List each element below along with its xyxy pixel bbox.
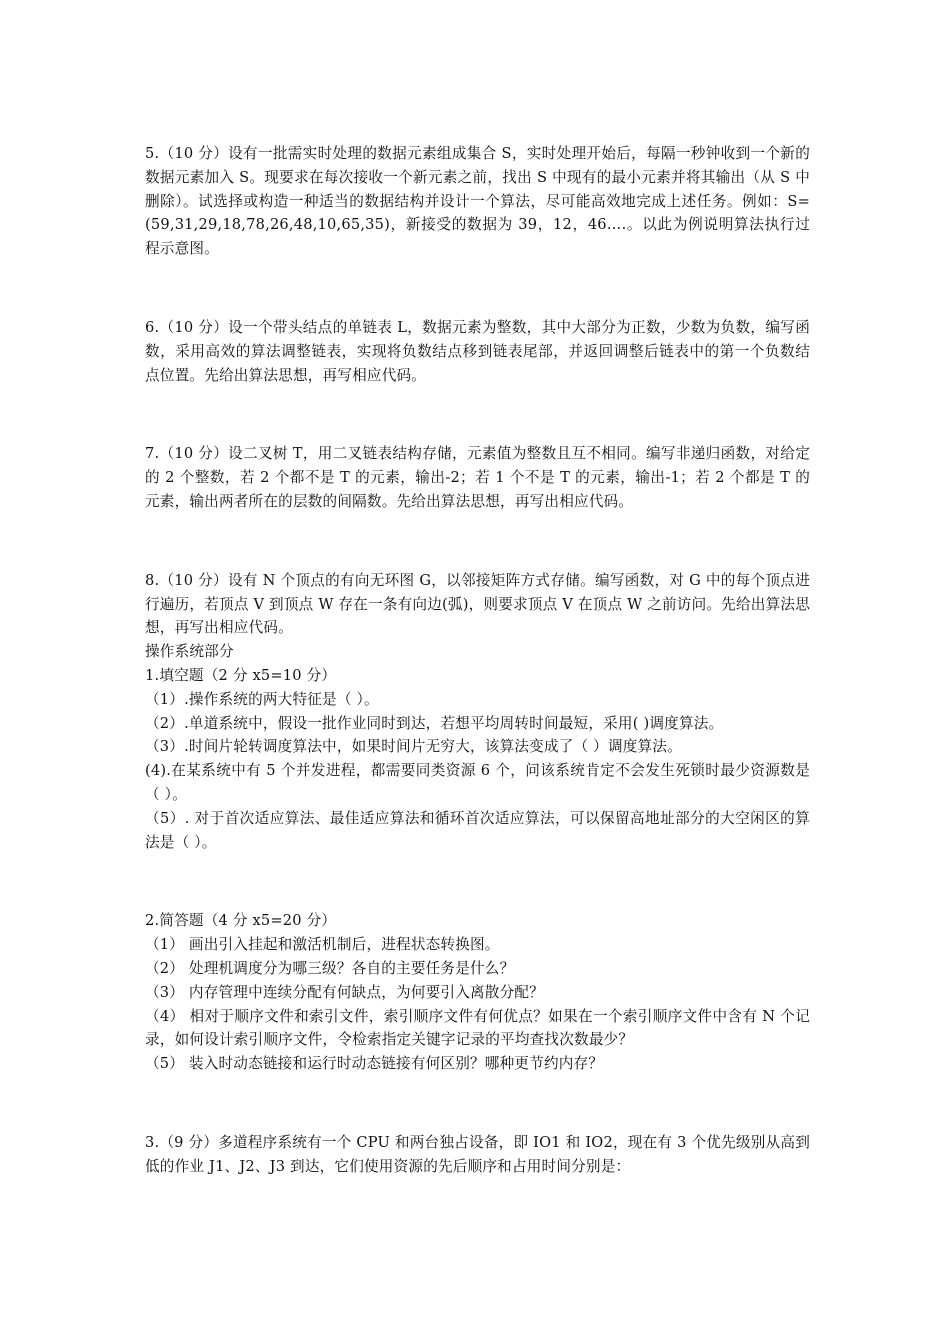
- os-section-title: 操作系统部分: [145, 643, 234, 661]
- os-question-3: 3.（9 分）多道程序系统有一个 CPU 和两台独占设备，即 IO1 和 IO2，现在有 3 个优先级别从高到低的作业 J1、J2、J3 到达，它们使用资源的先后顺序和占用时间分别是：: [145, 1133, 810, 1175]
- short-answer-item-2: （2） 处理机调度分为哪三级？各自的主要任务是什么？: [145, 959, 515, 977]
- question-8: 8.（10 分）设有 N 个顶点的有向无环图 G，以邻接矩阵方式存储。编写函数，对 G 中的每个顶点进行遍历，若顶点 V 到顶点 W 存在一条有向边(弧)，则要求顶点 V 在顶点 W 之前访问。先给出算法思想，再写出相应代码。: [145, 571, 810, 637]
- fill-blank-item-5: （5）. 对于首次适应算法、最佳适应算法和循环首次适应算法，可以保留高地址部分的大空闲区的算法是（ ）。: [145, 809, 810, 851]
- short-answer-item-5: （5） 装入时动态链接和运行时动态链接有何区别？哪种更节约内存？: [145, 1055, 604, 1073]
- spacer: [145, 261, 810, 316]
- fill-blank-item-2: （2）.单道系统中，假设一批作业同时到达，若想平均周转时间最短，采用( )调度算法。: [145, 714, 724, 732]
- question-7: 7.（10 分）设二叉树 T，用二叉链表结构存储，元素值为整数且互不相同。编写非递归函数，对给定的 2 个整数，若 2 个都不是 T 的元素，输出-2；若 1 个不是 T 的元素，输出-1；若 2 个都是 T 的元素，输出两者所在的层数的间隔数。先给出算法思想，再写出相应代码。: [145, 445, 810, 510]
- short-answer-heading: 2.简答题（4 分 x5=20 分）: [145, 912, 337, 930]
- question-6: 6.（10 分）设一个带头结点的单链表 L，数据元素为整数，其中大部分为正数，少数为负数，编写函数，采用高效的算法调整链表，实现将负数结点移到链表尾部，并返回调整后链表中的第一个负数结点位置。先给出算法思想，再写相应代码。: [145, 318, 810, 384]
- spacer: [145, 1076, 810, 1131]
- short-answer-item-1: （1） 画出引入挂起和激活机制后，进程状态转换图。: [145, 936, 500, 954]
- short-answer-item-3: （3） 内存管理中连续分配有何缺点，为何要引入离散分配？: [145, 983, 544, 1001]
- spacer: [145, 854, 810, 909]
- short-answer-item-4: （4） 相对于顺序文件和索引文件，索引顺序文件有何优点？如果在一个索引顺序文件中含有 N 个记录，如何设计索引顺序文件，令检索指定关键字记录的平均查找次数最少？: [145, 1007, 810, 1049]
- fill-blank-item-3: （3）.时间片轮转调度算法中，如果时间片无穷大，该算法变成了（ ）调度算法。: [145, 738, 682, 756]
- question-5: 5.（10 分）设有一批需实时处理的数据元素组成集合 S，实时处理开始后，每隔一秒钟收到一个新的数据元素加入 S。现要求在每次接收一个新元素之前，找出 S 中现有的最小元素并将其输出（从 S 中删除）。试选择或构造一种适当的数据结构并设计一个算法，尽可能高效地完成上述任务。例如：S=(59,31,29,18,78,26,48,10,65,35)，新接受的数据为 39，12，46….。以此为例说明算法执行过程示意图。: [145, 145, 810, 258]
- fill-blank-heading: 1.填空题（2 分 x5=10 分）: [145, 666, 337, 684]
- spacer: [145, 387, 810, 442]
- fill-blank-item-4: (4).在某系统中有 5 个并发进程，都需要同类资源 6 个，问该系统肯定不会发生死锁时最少资源数是（ ）。: [145, 762, 810, 803]
- spacer: [145, 514, 810, 569]
- fill-blank-item-1: （1）.操作系统的两大特征是（ ）。: [145, 690, 379, 708]
- document-content: [145, 142, 810, 1179]
